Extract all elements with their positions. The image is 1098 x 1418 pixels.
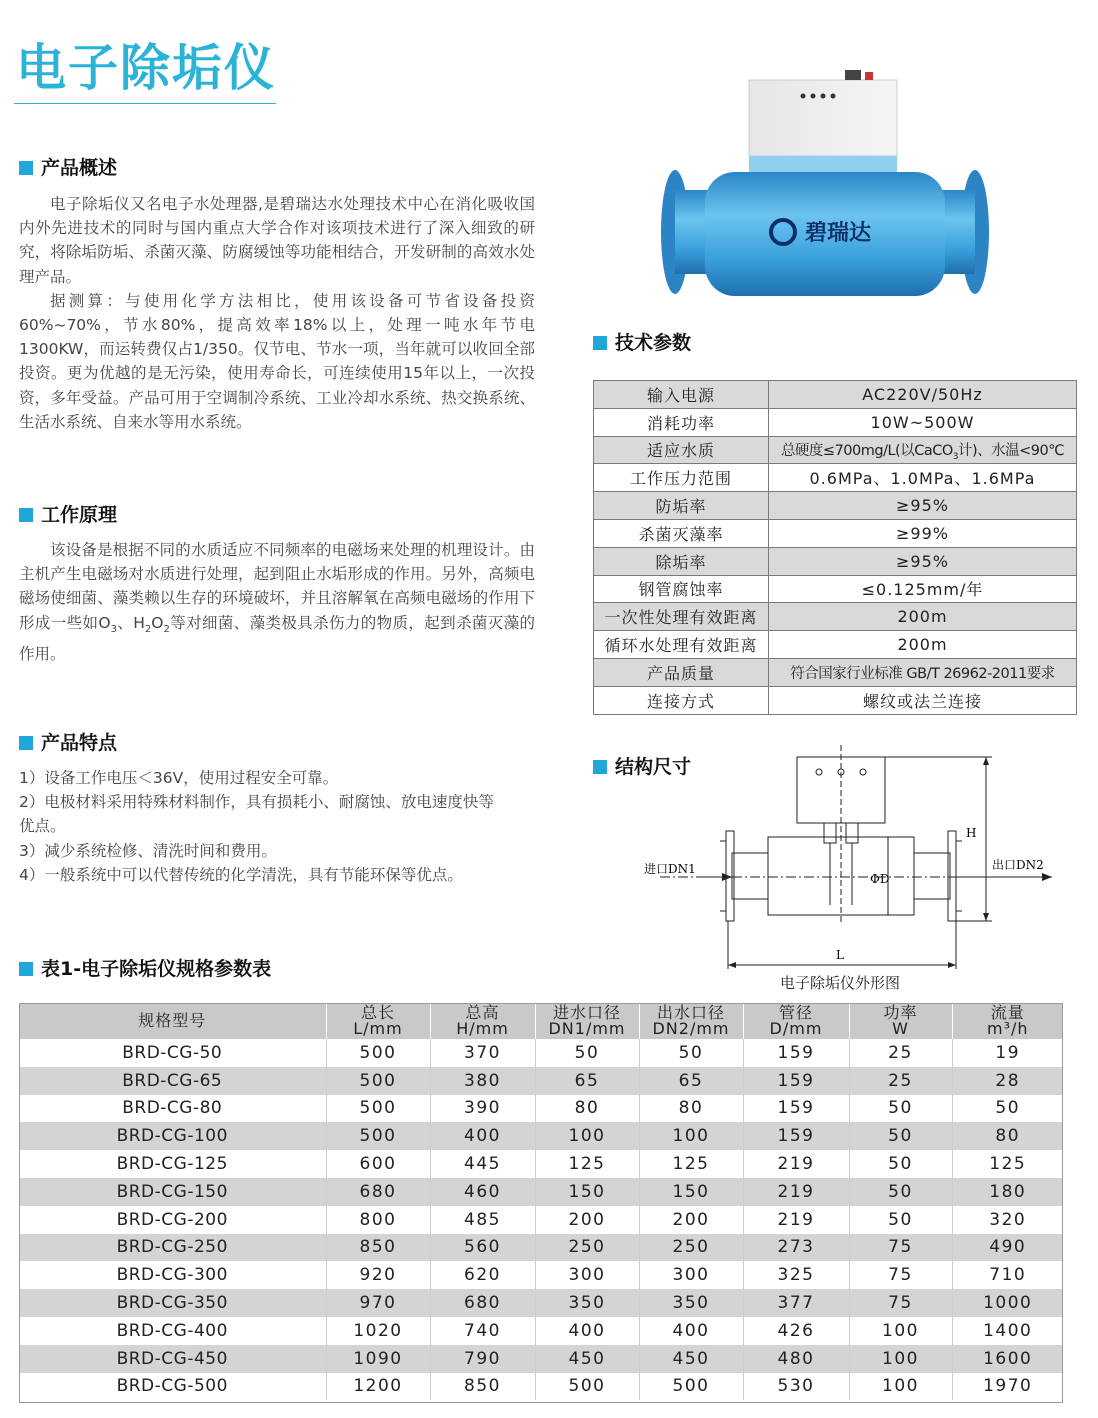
spec-table-border xyxy=(19,1003,1063,1403)
param-key: 连接方式 xyxy=(594,686,769,714)
indicator-light-icon xyxy=(801,94,806,99)
spec-cell: 100 xyxy=(849,1373,952,1401)
spec-cell: 1400 xyxy=(952,1317,1063,1345)
spec-cell: 490 xyxy=(952,1234,1063,1262)
features-list xyxy=(19,766,499,887)
model-cell: BRD-CG-350 xyxy=(19,1289,326,1317)
spec-cell: 680 xyxy=(430,1289,535,1317)
spec-cell: 400 xyxy=(430,1122,535,1150)
page-title: 电子除垢仪 xyxy=(16,39,276,97)
spec-cell: 370 xyxy=(430,1039,535,1067)
dim-l-label: L xyxy=(836,948,844,962)
spec-cell: 790 xyxy=(430,1345,535,1373)
spec-cell: 450 xyxy=(535,1345,639,1373)
spec-cell: 500 xyxy=(326,1122,430,1150)
indicator-light-icon xyxy=(831,94,836,99)
feature-item: 1）设备工作电压＜36V，使用过程安全可靠。 xyxy=(19,769,339,787)
principle-paragraph: 该设备是根据不同的水质适应不同频率的电磁场来处理的机理设计。由主机产生电磁场对水质进行处理，起到阻止水垢形成的作用。另外，高频电磁场使细菌、藻类赖以生存的环境破坏，并且溶解氧在高频电磁场的作用下形成一些如$O_3$、$H_2O_2$等对细菌、藻类极具杀伤力的物质，起到杀菌灭藻的作用。 xyxy=(19,541,536,663)
spec-cell: 80 xyxy=(639,1095,743,1123)
model-cell: BRD-CG-200 xyxy=(19,1206,326,1234)
section-marker-icon xyxy=(593,336,607,350)
column-header: 规格型号 xyxy=(19,1003,326,1039)
spec-cell: 125 xyxy=(535,1150,639,1178)
spec-cell: 50 xyxy=(952,1095,1063,1123)
param-value: 0.6MPa、1.0MPa、1.6MPa xyxy=(769,464,1077,492)
spec-cell: 390 xyxy=(430,1095,535,1123)
spec-cell: 530 xyxy=(743,1373,849,1401)
spec-cell: 500 xyxy=(639,1373,743,1401)
spec-cell: 325 xyxy=(743,1261,849,1289)
spec-cell: 100 xyxy=(849,1317,952,1345)
spec-cell: 19 xyxy=(952,1039,1063,1067)
table-row xyxy=(594,492,1077,520)
param-key: 钢管腐蚀率 xyxy=(594,575,769,603)
model-cell: BRD-CG-300 xyxy=(19,1261,326,1289)
spec-cell: 75 xyxy=(849,1289,952,1317)
model-cell: BRD-CG-65 xyxy=(19,1067,326,1095)
section-marker-icon xyxy=(19,161,33,175)
spec-cell: 460 xyxy=(430,1178,535,1206)
dim-d-label: ΦD xyxy=(870,872,890,886)
spec-cell: 65 xyxy=(535,1067,639,1095)
spec-cell: 125 xyxy=(639,1150,743,1178)
spec-cell: 850 xyxy=(326,1234,430,1262)
spec-cell: 1600 xyxy=(952,1345,1063,1373)
column-header: 功率 W xyxy=(849,1003,952,1039)
spec-cell: 273 xyxy=(743,1234,849,1262)
spec-cell: 180 xyxy=(952,1178,1063,1206)
spec-cell: 65 xyxy=(639,1067,743,1095)
spec-cell: 500 xyxy=(326,1095,430,1123)
param-value: ≥99% xyxy=(769,519,1077,547)
spec-cell: 920 xyxy=(326,1261,430,1289)
spec-cell: 50 xyxy=(849,1150,952,1178)
spec-cell: 219 xyxy=(743,1206,849,1234)
spec-cell: 50 xyxy=(849,1095,952,1123)
spec-cell: 200 xyxy=(639,1206,743,1234)
param-value: ≥95% xyxy=(769,492,1077,520)
brand-logo-text: 碧瑞达 xyxy=(805,220,872,246)
overview-paragraph-2: 据测算：与使用化学方法相比，使用该设备可节省设备投资60%~70%，节水80%，提高效率18%以上，处理一吨水年节电1300KW，而运转费仅占1/350。仅节电、节水一项，当年就可以收回全部投资。更为优越的是无污染，使用寿命长，可连续使用15年以上，一次投资，多年受益。产品可用于空调制冷系统、工业冷却水系统、热交换系统、生活水系统、自来水等用水系统。 xyxy=(19,291,535,431)
spec-cell: 100 xyxy=(639,1122,743,1150)
spec-cell: 159 xyxy=(743,1039,849,1067)
column-header: 进水口径 DN1/mm xyxy=(535,1003,639,1039)
model-cell: BRD-CG-400 xyxy=(19,1317,326,1345)
spec-cell: 150 xyxy=(535,1178,639,1206)
param-value: 200m xyxy=(769,631,1077,659)
indicator-light-icon xyxy=(811,94,816,99)
spec-cell: 50 xyxy=(535,1039,639,1067)
spec-cell: 159 xyxy=(743,1122,849,1150)
spec-cell: 75 xyxy=(849,1261,952,1289)
param-value: 总硬度≤700mg/L(以CaCO$_3$计)、水温<90℃ xyxy=(769,436,1077,464)
spec-cell: 25 xyxy=(849,1039,952,1067)
spec-cell: 450 xyxy=(639,1345,743,1373)
spec-cell: 125 xyxy=(952,1150,1063,1178)
section-marker-icon xyxy=(19,962,33,976)
spec-cell: 350 xyxy=(639,1289,743,1317)
table-row xyxy=(594,519,1077,547)
tech-params-table xyxy=(593,380,1077,715)
spec-cell: 800 xyxy=(326,1206,430,1234)
column-header: 出水口径 DN2/mm xyxy=(639,1003,743,1039)
feature-item: 3）减少系统检修、清洗时间和费用。 xyxy=(19,841,277,860)
inlet-label: 进口DN1 xyxy=(644,862,696,876)
spec-cell: 50 xyxy=(849,1122,952,1150)
spec-cell: 1020 xyxy=(326,1317,430,1345)
product-image xyxy=(655,60,1000,310)
param-key: 产品质量 xyxy=(594,658,769,686)
spec-cell: 400 xyxy=(535,1317,639,1345)
param-key: 一次性处理有效距离 xyxy=(594,603,769,631)
spec-cell: 600 xyxy=(326,1150,430,1178)
model-cell: BRD-CG-250 xyxy=(19,1234,326,1262)
feature-item: 4）一般系统中可以代替传统的化学清洗，具有节能环保等优点。 xyxy=(19,865,463,884)
spec-cell: 159 xyxy=(743,1067,849,1095)
spec-cell: 80 xyxy=(535,1095,639,1123)
spec-cell: 300 xyxy=(535,1261,639,1289)
spec-cell: 100 xyxy=(849,1345,952,1373)
table-row xyxy=(594,381,1077,409)
section-marker-icon xyxy=(19,736,33,750)
spec-cell: 320 xyxy=(952,1206,1063,1234)
model-cell: BRD-CG-100 xyxy=(19,1122,326,1150)
param-value: 螺纹或法兰连接 xyxy=(769,686,1077,714)
spec-cell: 377 xyxy=(743,1289,849,1317)
features-heading: 产品特点 xyxy=(19,731,117,755)
section-marker-icon xyxy=(593,760,607,774)
param-value: AC220V/50Hz xyxy=(769,381,1077,409)
table-row xyxy=(594,547,1077,575)
spec-cell: 710 xyxy=(952,1261,1063,1289)
param-value: ≥95% xyxy=(769,547,1077,575)
spec-cell: 445 xyxy=(430,1150,535,1178)
column-header: 总长 L/mm xyxy=(326,1003,430,1039)
model-cell: BRD-CG-450 xyxy=(19,1345,326,1373)
outlet-label: 出口DN2 xyxy=(992,858,1044,872)
spec-cell: 219 xyxy=(743,1178,849,1206)
spec-cell: 970 xyxy=(326,1289,430,1317)
model-cell: BRD-CG-50 xyxy=(19,1039,326,1067)
param-key: 循环水处理有效距离 xyxy=(594,631,769,659)
spec-cell: 150 xyxy=(639,1178,743,1206)
spec-cell: 620 xyxy=(430,1261,535,1289)
principle-text xyxy=(19,538,535,666)
param-key: 杀菌灭藻率 xyxy=(594,519,769,547)
spec-cell: 250 xyxy=(535,1234,639,1262)
spec-cell: 1970 xyxy=(952,1373,1063,1401)
dim-h-label: H xyxy=(966,826,977,840)
spec-cell: 350 xyxy=(535,1289,639,1317)
model-cell: BRD-CG-125 xyxy=(19,1150,326,1178)
param-key: 消耗功率 xyxy=(594,408,769,436)
spec-cell: 500 xyxy=(326,1067,430,1095)
param-key: 输入电源 xyxy=(594,381,769,409)
param-value: 10W~500W xyxy=(769,408,1077,436)
spec-cell: 75 xyxy=(849,1234,952,1262)
spec-cell: 250 xyxy=(639,1234,743,1262)
spec-cell: 480 xyxy=(743,1345,849,1373)
overview-text xyxy=(19,192,535,434)
spec-cell: 850 xyxy=(430,1373,535,1401)
param-key: 适应水质 xyxy=(594,436,769,464)
column-header: 管径 D/mm xyxy=(743,1003,849,1039)
param-value: 符合国家行业标准 GB/T 26962-2011要求 xyxy=(769,658,1077,686)
spec-cell: 1200 xyxy=(326,1373,430,1401)
table-row xyxy=(594,658,1077,686)
spec-cell: 50 xyxy=(849,1206,952,1234)
spec-cell: 1000 xyxy=(952,1289,1063,1317)
table-row xyxy=(594,686,1077,714)
structure-heading: 结构尺寸 xyxy=(593,755,691,779)
spec-cell: 426 xyxy=(743,1317,849,1345)
table-row xyxy=(594,408,1077,436)
spec-cell: 25 xyxy=(849,1067,952,1095)
model-cell: BRD-CG-80 xyxy=(19,1095,326,1123)
spec-cell: 1090 xyxy=(326,1345,430,1373)
spec-cell: 200 xyxy=(535,1206,639,1234)
param-key: 防垢率 xyxy=(594,492,769,520)
table-row xyxy=(594,436,1077,464)
section-marker-icon xyxy=(19,508,33,522)
indicator-light-icon xyxy=(821,94,826,99)
principle-heading: 工作原理 xyxy=(19,503,117,527)
spec-cell: 100 xyxy=(535,1122,639,1150)
param-value: ≤0.125mm/年 xyxy=(769,575,1077,603)
spec-cell: 380 xyxy=(430,1067,535,1095)
spec-cell: 500 xyxy=(535,1373,639,1401)
spec-cell: 400 xyxy=(639,1317,743,1345)
param-key: 除垢率 xyxy=(594,547,769,575)
spec-cell: 219 xyxy=(743,1150,849,1178)
structure-diagram xyxy=(640,745,1060,990)
diagram-caption: 电子除垢仪外形图 xyxy=(780,974,901,992)
spec-table-heading: 表1-电子除垢仪规格参数表 xyxy=(19,957,271,981)
spec-cell: 740 xyxy=(430,1317,535,1345)
model-cell: BRD-CG-500 xyxy=(19,1373,326,1401)
table-row xyxy=(594,464,1077,492)
table-row xyxy=(594,631,1077,659)
spec-cell: 28 xyxy=(952,1067,1063,1095)
spec-cell: 159 xyxy=(743,1095,849,1123)
spec-cell: 300 xyxy=(639,1261,743,1289)
spec-cell: 680 xyxy=(326,1178,430,1206)
tech-heading: 技术参数 xyxy=(593,331,691,355)
spec-cell: 485 xyxy=(430,1206,535,1234)
table-row xyxy=(594,603,1077,631)
title-underline xyxy=(14,103,276,104)
spec-cell: 50 xyxy=(849,1178,952,1206)
param-key: 工作压力范围 xyxy=(594,464,769,492)
spec-cell: 50 xyxy=(639,1039,743,1067)
spec-cell: 500 xyxy=(326,1039,430,1067)
column-header: 流量 m³/h xyxy=(952,1003,1063,1039)
overview-heading: 产品概述 xyxy=(19,156,117,180)
column-header: 总高 H/mm xyxy=(430,1003,535,1039)
model-cell: BRD-CG-150 xyxy=(19,1178,326,1206)
overview-paragraph-1: 电子除垢仪又名电子水处理器,是碧瑞达水处理技术中心在消化吸收国内外先进技术的同时与国内重点大学合作对该项技术进行了深入细致的研究，将除垢防垢、杀菌灭藻、防腐缓蚀等功能相结合，开发研制的高效水处理产品。 xyxy=(19,195,535,286)
spec-cell: 80 xyxy=(952,1122,1063,1150)
spec-cell: 560 xyxy=(430,1234,535,1262)
param-value: 200m xyxy=(769,603,1077,631)
table-row xyxy=(594,575,1077,603)
feature-item: 2）电极材料采用特殊材料制作，具有损耗小、耐腐蚀、放电速度快等优点。 xyxy=(19,793,494,836)
